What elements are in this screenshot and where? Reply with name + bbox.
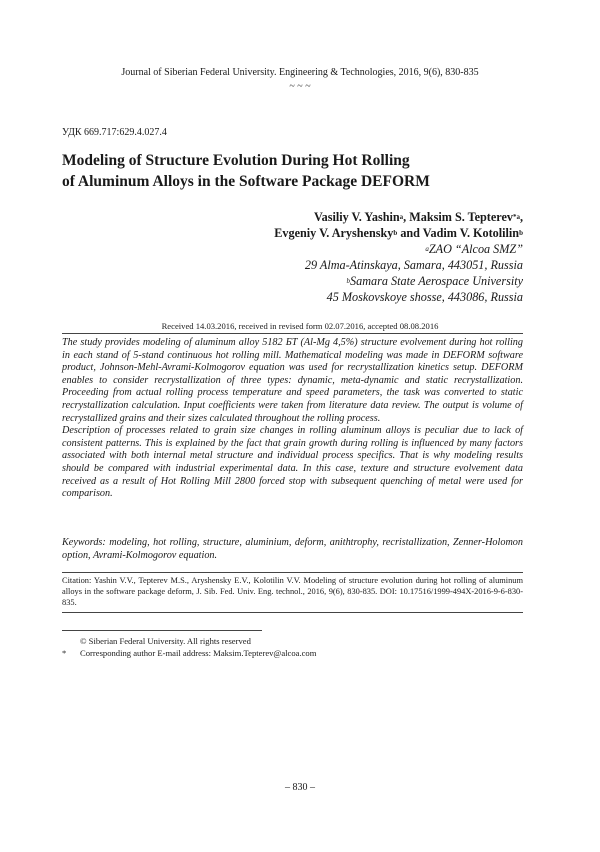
citation-bottom-rule (62, 612, 523, 613)
author-3: Evgeniy V. Aryshensky (274, 226, 394, 240)
journal-header: Journal of Siberian Federal University. Engineering & Technologies, 2016, 9(6), 830-835 (121, 67, 479, 78)
abstract (62, 337, 523, 501)
author-4: Vadim V. Kotolilin (422, 226, 520, 240)
article-title (62, 150, 542, 192)
affiliation-a-name (274, 241, 523, 257)
title-line-1: Modeling of Structure Evolution During Hot Rolling (62, 152, 410, 169)
author-4-sup: b (519, 229, 523, 237)
affiliation-a-label: ZAO “Alcoa SMZ” (428, 242, 523, 256)
affiliation-a-sup: a (425, 245, 429, 253)
copyright-note: © Siberian Federal University. All rights reserved (80, 636, 251, 646)
abstract-top-rule (62, 333, 523, 334)
abstract-paragraph-1: The study provides modeling of aluminum alloy 5182 БТ (Al-Mg 4,5%) structure evolvement during hot rolling in each stand of 5-stand continuous hot rolling mill. Mathematical modeling was made in DEFORM software product, Johnson-Mehl-Avrami-Kolmogorov equation was used for recrystallization kinetics setup. DEFORM enables to consider recrystallization of three types: dynamic, meta-dynamic and static recrystallization. Proceeding from actual rolling process temperature and speed parameters, the task was converted to static recrystallization calculation. Input coefficients were taken from literature data review. The output is volume of recrystallized grains and their sizes calculated throughout the rolling process. (62, 337, 523, 424)
author-email-text: Corresponding author E-mail address: Maksim.Tepterev@alcoa.com (80, 648, 317, 658)
citation-top-rule (62, 572, 523, 573)
keywords: Keywords: modeling, hot rolling, structure, aluminium, deform, anithtrophy, recristallization, Zenner-Holomon option, Avrami-Kolmogorov equation. (62, 537, 523, 561)
affiliation-b-sup: b (346, 277, 351, 285)
affiliation-b-label: Samara State Aerospace University (350, 274, 523, 288)
author-2: Maksim S. Tepterev (409, 210, 513, 224)
author-1-sup: a (399, 213, 404, 221)
header-separator: ~ ~ ~ (289, 81, 311, 92)
citation: Citation: Yashin V.V., Tepterev M.S., Aryshensky E.V., Kolotilin V.V. Modeling of structure evolution during hot rolling of aluminum alloys in the software package deform, J. Sib. Fed. Univ. Eng. technol., 2016, 9(6), 830-835. DOI: 10.17516/1999-494X-2016-9-6-830-835. (62, 576, 523, 607)
authors-line-2 (274, 225, 523, 241)
title-line-2: of Aluminum Alloys in the Software Package DEFORM (62, 173, 430, 190)
author-1: Vasiliy V. Yashin (313, 210, 400, 224)
authors-line-1: Vasiliy V. Yashin$^a$, Maksim S. Tepterev$^{*a}$, (313, 210, 523, 224)
received-dates: Received 14.03.2016, received in revised form 02.07.2016, accepted 08.08.2016 (161, 321, 439, 331)
author-block (274, 209, 523, 305)
affiliation-a-address: 29 Alma-Atinskaya, Samara, 443051, Russia (304, 258, 523, 272)
page-number: – 830 – (285, 782, 315, 793)
abstract-paragraph-2: Description of processes related to grain size changes in rolling aluminum alloys is peculiar due to lack of consistent patterns. This is explained by the fact that grain growth during rolling is influenced by many factors associated with both internal metal structure and individual process specifics. That is why modeling results should be compared with industrial experimental data. In this case, texture and structure evolvement data received as a result of Hot Rolling Mill 2800 forced stop with subsequent quenching of metal were used for comparison. (62, 425, 523, 500)
footnote-star: * (62, 648, 67, 658)
affiliation-b-address: 45 Moskovskoye shosse, 443086, Russia (326, 290, 523, 304)
affiliation-b-name (274, 273, 523, 289)
authors-and: and (397, 226, 423, 240)
author-2-sup: *a (512, 213, 520, 221)
author-3-sup: b (393, 229, 398, 237)
footnote-rule (62, 630, 262, 631)
corresponding-author-note (62, 648, 316, 658)
udk-code: УДК 669.717:629.4.027.4 (62, 127, 167, 138)
